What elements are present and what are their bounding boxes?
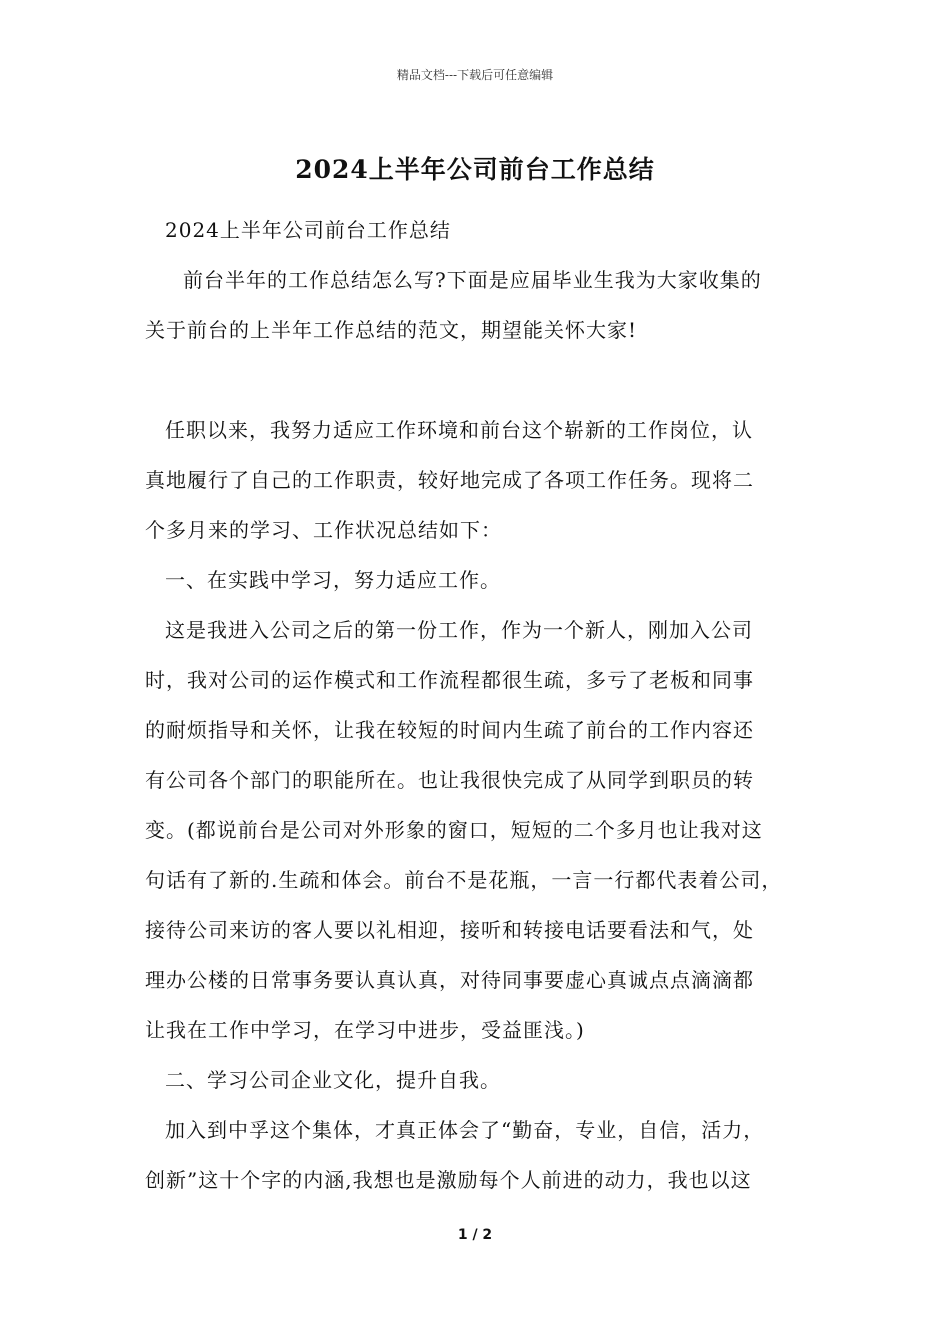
intro-paragraph — [145, 255, 825, 355]
text-line: 一、在实践中学习，努力适应工作。 — [165, 568, 501, 592]
blank-line — [145, 355, 825, 405]
document-title: 2024上半年公司前台工作总结 — [295, 155, 655, 184]
text-line: 句话有了新的.生疏和体会。前台不是花瓶，一言一行都代表着公司， — [145, 868, 783, 892]
text-line: 有公司各个部门的职能所在。也让我很快完成了从同学到职员的转 — [145, 768, 754, 792]
text-line: 个多月来的学习、工作状况总结如下： — [145, 518, 502, 542]
text-line: 二、学习公司企业文化，提升自我。 — [165, 1068, 501, 1092]
text-line: 前台半年的工作总结怎么写?下面是应届毕业生我为大家收集的 — [183, 268, 762, 292]
paragraph-3 — [145, 1105, 825, 1205]
text-line: 这是我进入公司之后的第一份工作，作为一个新人，刚加入公司 — [165, 618, 753, 642]
document-body — [145, 205, 825, 1205]
text-line: 的耐烦指导和关怀，让我在较短的时间内生疏了前台的工作内容还 — [145, 718, 754, 742]
text-line: 让我在工作中学习，在学习中进步，受益匪浅。) — [145, 1018, 585, 1042]
header-note: 精品文档---下载后可任意编辑 — [396, 68, 554, 82]
text-line: 变。(都说前台是公司对外形象的窗口，短短的二个多月也让我对这 — [145, 818, 763, 842]
text-line: 理办公楼的日常事务要认真认真，对待同事要虚心真诚点点滴滴都 — [145, 968, 754, 992]
page-number: 1 / 2 — [457, 1227, 493, 1243]
text-line: 关于前台的上半年工作总结的范文，期望能关怀大家! — [145, 318, 638, 342]
text-line: 时，我对公司的运作模式和工作流程都很生疏，多亏了老板和同事 — [145, 668, 754, 692]
text-line: 接待公司来访的客人要以礼相迎，接听和转接电话要看法和气，处 — [145, 918, 754, 942]
text-line: 2024上半年公司前台工作总结 — [165, 218, 451, 242]
text-line: 任职以来，我努力适应工作环境和前台这个崭新的工作岗位，认 — [165, 418, 753, 442]
paragraph-1 — [145, 405, 825, 555]
text-line: 真地履行了自己的工作职责，较好地完成了各项工作任务。现将二 — [145, 468, 754, 492]
subtitle — [145, 205, 825, 255]
section-heading-1 — [145, 555, 825, 605]
section-heading-2 — [145, 1055, 825, 1105]
text-line: 加入到中孚这个集体，才真正体会了“勤奋，专业，自信，活力， — [165, 1118, 765, 1142]
text-line: 创新”这十个字的内涵,我想也是激励每个人前进的动力，我也以这 — [145, 1168, 752, 1192]
paragraph-2 — [145, 605, 825, 1055]
